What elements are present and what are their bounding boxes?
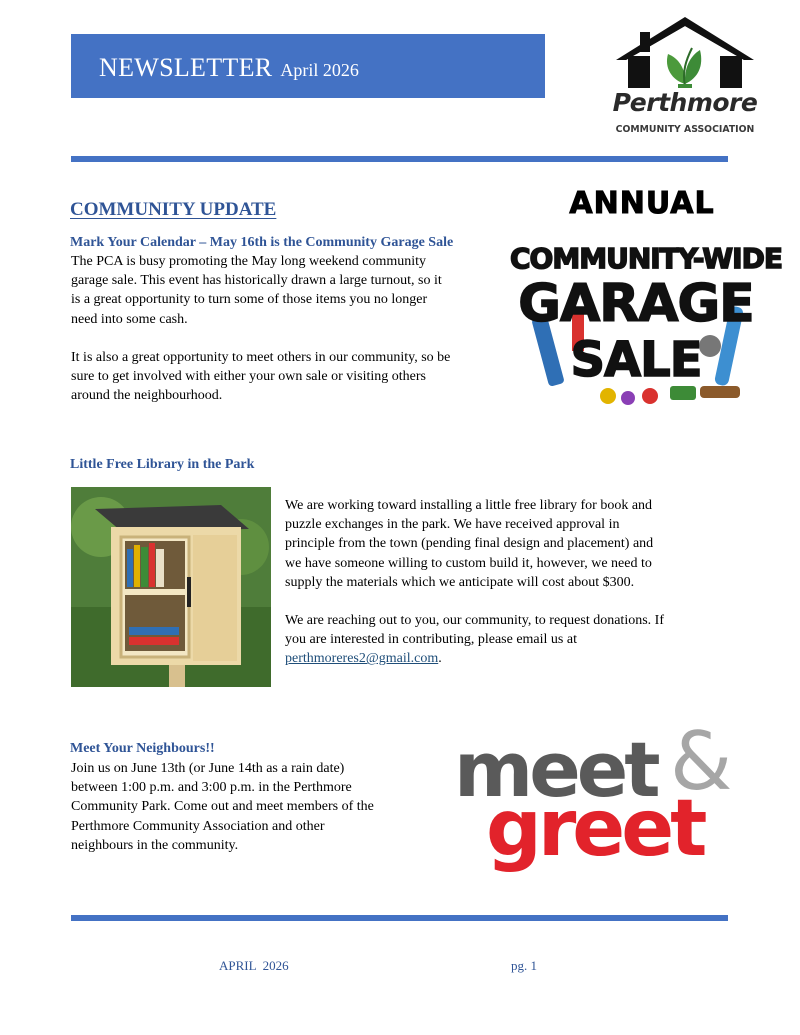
newsletter-date: April 2026 [280,60,359,80]
page-number: pg. 1 [511,958,537,973]
library-paragraph-2: We are reaching out to you, our community, to request donations. If you are interested in contributing, please email us at perthmoreres2@gmail.com. [285,613,664,667]
section-title: COMMUNITY UPDATE [70,199,277,220]
garage-sale-paragraph-2: It is also a great opportunity to meet others in our community, so be sure to get involved with either your own sale or visiting others around the neighbourhood. [71,349,451,404]
meet-paragraph: Join us on June 13th (or June 14th as a rain date) between 1:00 p.m. and 3:00 p.m. in the Perthmore Community Park. Come out and meet members of the Perthmore Community Association and other neighbours in the community. [71,761,374,853]
sale-label: SALE [570,332,702,388]
footer-date: APRIL 2026 [219,958,289,973]
house-leaf-logo-icon [612,14,758,140]
meet-word: meet [454,725,657,814]
top-divider [71,156,728,162]
bottom-divider [71,915,728,921]
greet-word: greet [486,784,704,874]
meet-text [71,759,441,855]
library-photo [71,487,271,687]
library-heading: Little Free Library in the Park [70,457,255,472]
garage-label: GARAGE [518,274,754,334]
garage-sale-text [71,252,511,405]
little-library-icon [71,487,271,687]
community-wide-label: COMMUNITY-WIDE [510,242,782,275]
garage-sale-heading: Mark Your Calendar – May 16th is the Community Garage Sale [70,235,454,250]
meet-and-greet-graphic [450,715,740,878]
newsletter-banner [71,34,545,98]
logo-name: Perthmore [612,88,758,117]
annual-label: ANNUAL [569,186,715,221]
meet-heading: Meet Your Neighbours!! [70,741,215,756]
garage-sale-paragraph-1: The PCA is busy promoting the May long weekend community garage sale. This event has historically drawn a large turnout, so it is a great opportunity to turn some of those items you no longer need into some cash. [71,254,442,327]
garage-sale-graphic [510,236,782,408]
logo-subtitle: COMMUNITY ASSOCIATION [615,124,755,135]
library-text [285,496,735,669]
newsletter-title: NEWSLETTER [99,53,273,82]
email-link[interactable]: perthmoreres2@gmail.com [285,651,439,667]
ampersand-mark: & [670,715,729,808]
library-paragraph-1: We are working toward installing a little free library for book and puzzle exchanges in the park. We have received approval in principle from the town (pending final design and placement) and we have someone willing to custom build it, however, we need to supply the materials which we anticipate will cost about $300. [285,498,654,590]
